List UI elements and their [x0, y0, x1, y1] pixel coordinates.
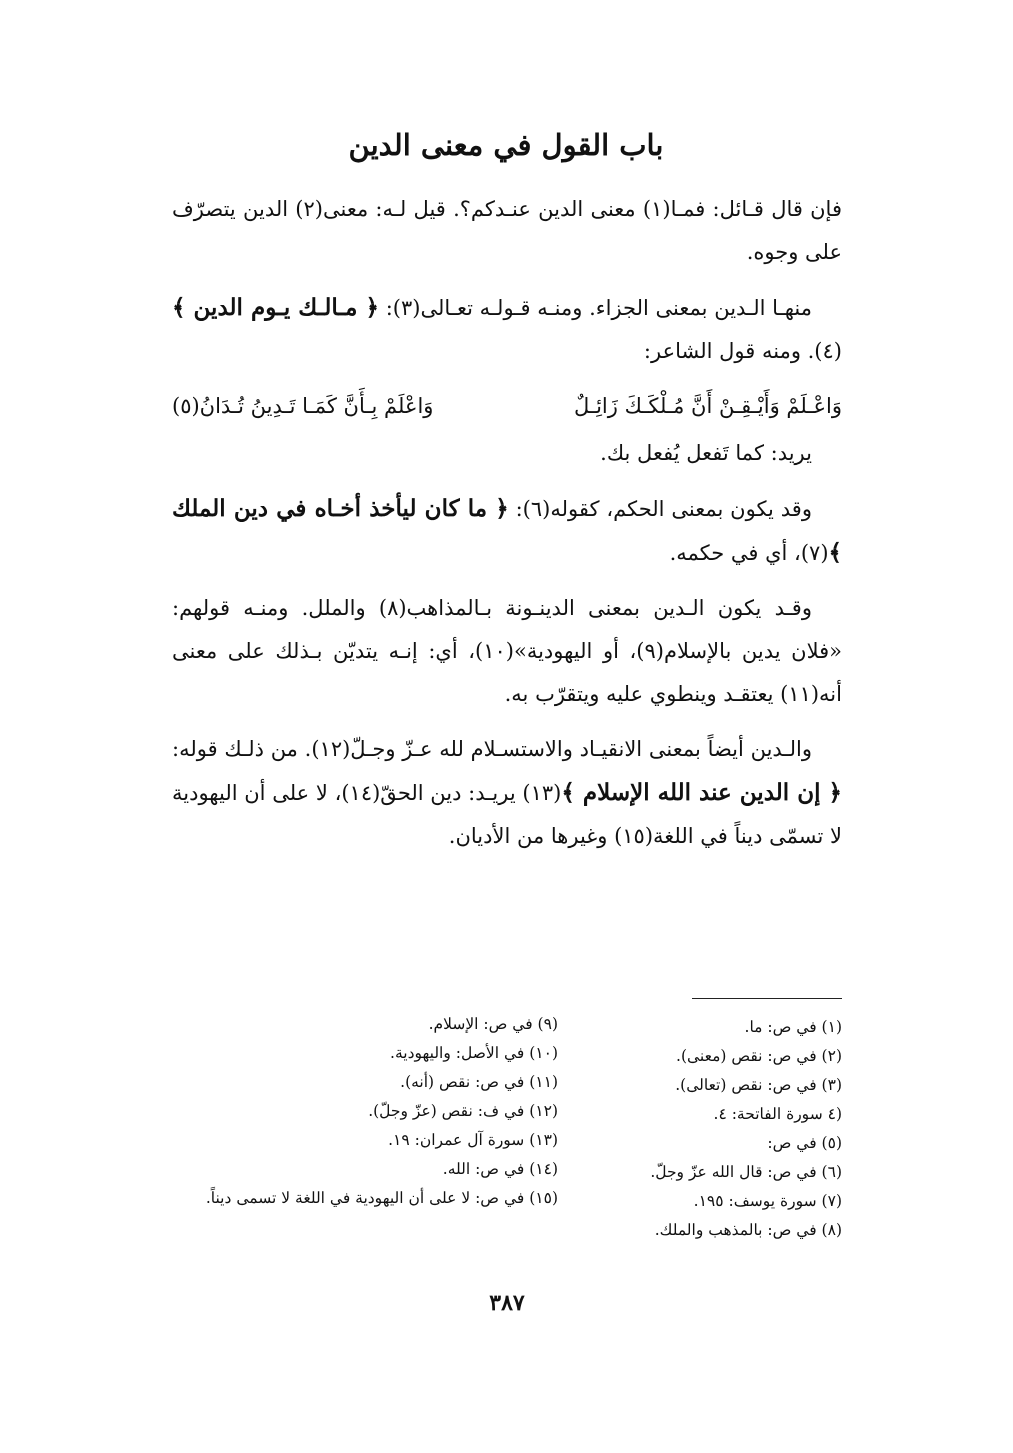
paragraph-6 [172, 728, 842, 858]
quran-verse-2: ﴿ ما كان ليأخذ أخـاه في دين الملك ﴾ [172, 495, 842, 566]
page-number: ٣٨٧ [489, 1290, 525, 1316]
footnotes-right-column [586, 1013, 842, 1245]
footnote: (١٠) في الأصل: واليهودية. [390, 1044, 558, 1062]
footnote: (١٥) في ص: لا على أن اليهودية في اللغة لا تسمى ديناً. [205, 1189, 558, 1207]
footnote: (٣) في ص: نقص (تعالى). [675, 1076, 842, 1094]
paragraph-4 [172, 487, 842, 575]
paragraph-1: فإن قال قـائل: فمـا(١) معنى الدين عنـدكم؟. قيل لـه: معنى(٢) الدين يتصرّف على وجوه. [172, 197, 842, 264]
footnote: (٨) في ص: بالمذهب والملك. [654, 1221, 842, 1239]
quran-verse-1: ﴿ مـالـك يـوم الدين ﴾ [172, 294, 380, 321]
main-text [172, 188, 842, 870]
footnote: (٦) في ص: قال الله عزّ وجلّ. [650, 1163, 842, 1181]
paragraph-2-before: منهـا الـدين بمعنى الجزاء. ومنـه قـولـه تعـالى(٣): [379, 296, 813, 320]
paragraph-4-after: (٧)، أي في حكمه. [669, 541, 829, 565]
footnotes-left-column [150, 1010, 558, 1213]
quran-verse-3: ﴿ إن الدين عند الله الإسلام ﴾ [561, 779, 842, 806]
footnote: (٧) سورة يوسف: ١٩٥. [693, 1192, 842, 1210]
paragraph-5: وقـد يكون الـدين بمعنى الدينـونة بـالمذاهب(٨) والملل. ومنـه قولهم: «فلان يدين بالإسلام(٩)، أو اليهودية»(١٠)، أي: إنـه يتديّن بـذلك على معنى أنه(١١) يعتقـد وينطوي عليه ويتقرّب به. [172, 596, 842, 706]
poem-hemistich-left: وَاعْلَمْ بِـأَنَّ كَمَـا تَـدِينُ تُـدَانُ(٥) [172, 394, 434, 418]
footnote: (٤ سورة الفاتحة: ٤. [713, 1105, 842, 1123]
footnote: (٥) في ص: [767, 1134, 842, 1152]
paragraph-4-before: وقد يكون بمعنى الحكم، كقوله(٦): [508, 497, 812, 521]
footnote-divider [692, 998, 842, 999]
paragraph-2 [172, 286, 842, 373]
footnote: (١٢) في ف: نقص (عزّ وجلّ). [368, 1102, 558, 1120]
footnote: (٩) في ص: الإسلام. [428, 1015, 558, 1033]
paragraph-2-after: (٤). ومنه قول الشاعر: [643, 339, 842, 363]
footnote: (٢) في ص: نقص (معنى). [676, 1047, 842, 1065]
paragraph-6-after: (١٣) يريـد: دين الحقّ(١٤)، لا على أن اليهودية لا تسمّى ديناً في اللغة(١٥) وغيرها من الأديان. [172, 781, 842, 848]
footnote: (١٣) سورة آل عمران: ١٩. [388, 1131, 558, 1149]
poem-verse [172, 385, 842, 428]
footnote: (١١) في ص: نقص (أنه). [400, 1073, 558, 1091]
paragraph-3: يريد: كما تَفعل يُفعل بك. [600, 441, 812, 465]
poem-hemistich-right: وَاعْـلَمْ وَأَيْـقِـنْ أَنَّ مُـلْكَـكَ زَائِـلٌ [574, 394, 842, 418]
footnote: (١) في ص: ما. [744, 1018, 842, 1036]
chapter-title: باب القول في معنى الدين [348, 128, 664, 162]
paragraph-6-before: والـدين أيضاً بمعنى الانقيـاد والاستسـلام لله عـزّ وجـلّ(١٢). من ذلـك قوله: [172, 737, 812, 761]
footnote: (١٤) في ص: الله. [442, 1160, 558, 1178]
